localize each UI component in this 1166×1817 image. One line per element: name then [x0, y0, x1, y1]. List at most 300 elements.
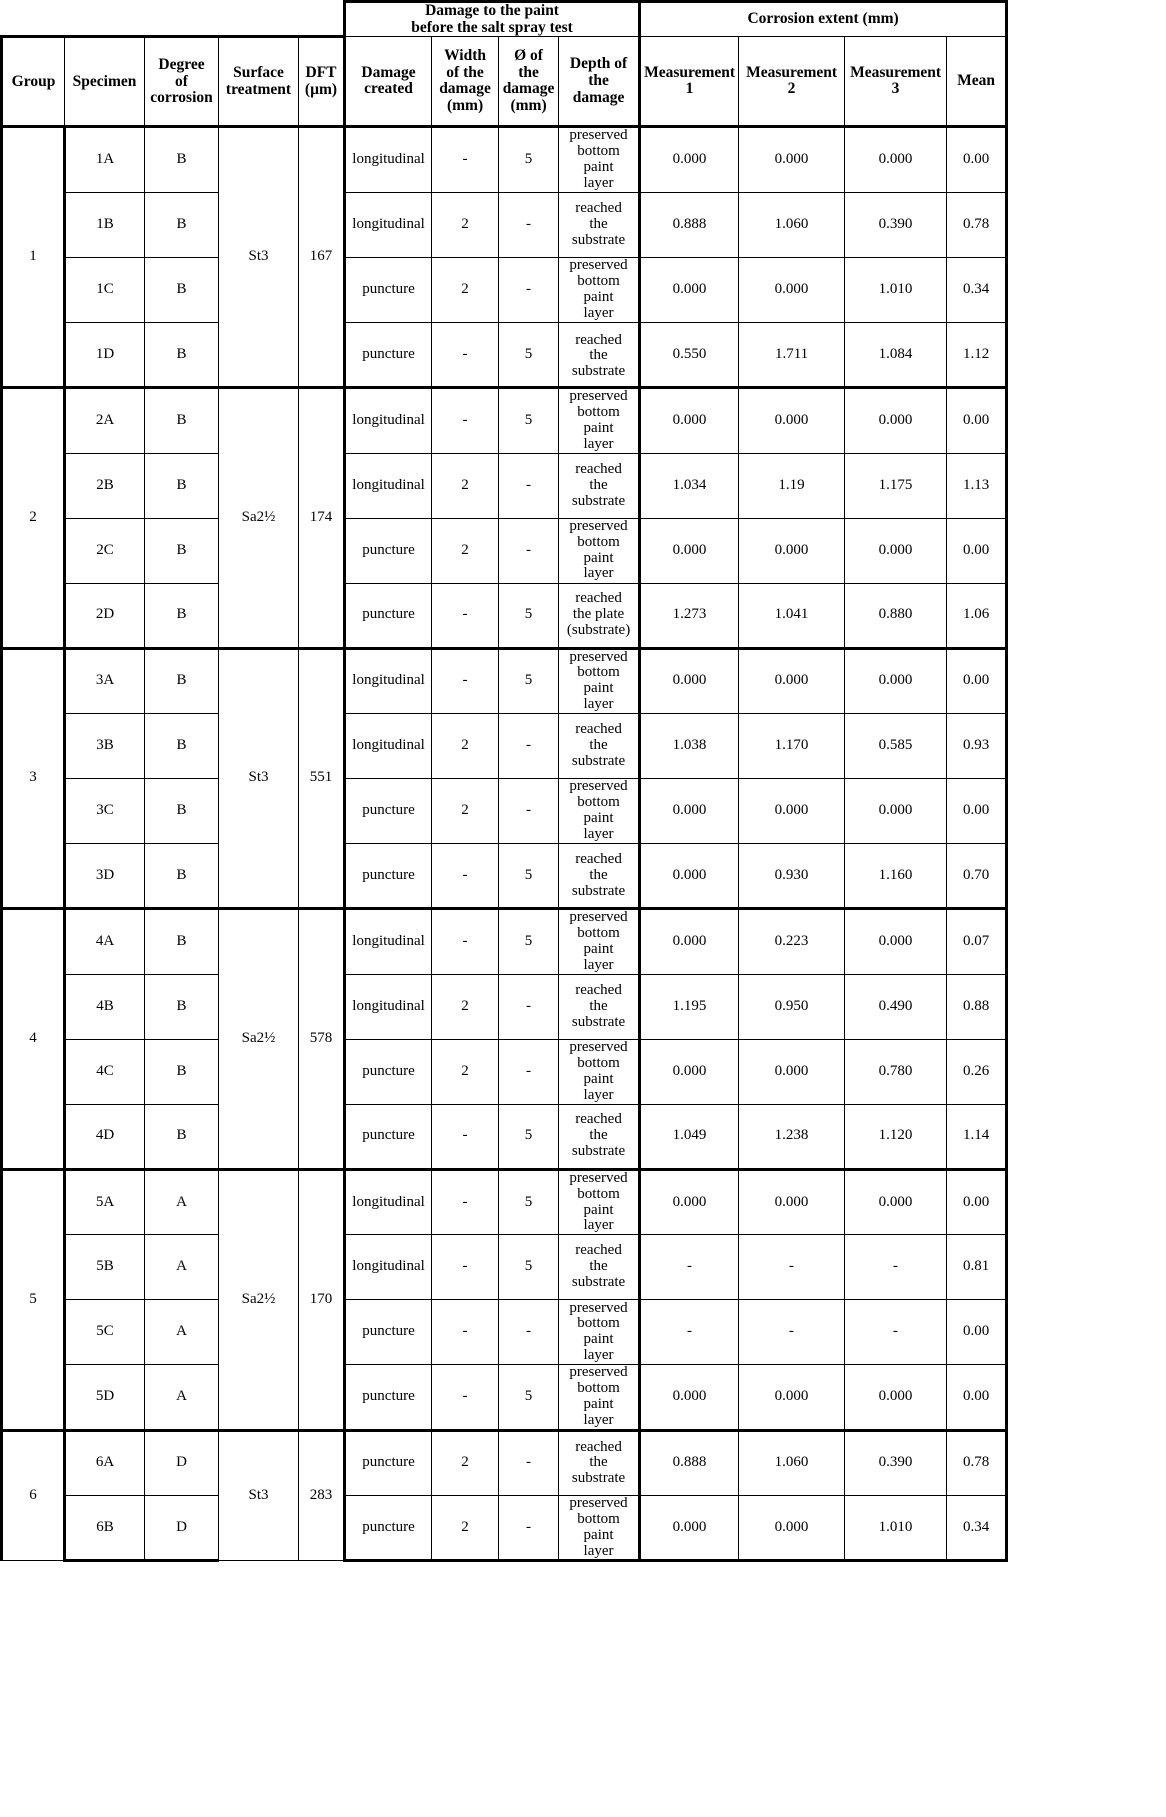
- depth-line: layer: [583, 1347, 614, 1364]
- cell-diameter-of-damage: -: [499, 1430, 559, 1495]
- cell-specimen: 2D: [65, 583, 145, 648]
- header-group: Group: [2, 37, 65, 127]
- depth-line: paint: [583, 1526, 614, 1543]
- cell-surface-treatment: St3: [219, 127, 299, 388]
- depth-line: preserved: [569, 648, 628, 665]
- cell-damage-created: puncture: [345, 779, 432, 844]
- cell-specimen: 5C: [65, 1300, 145, 1365]
- cell-diameter-of-damage: -: [499, 518, 559, 583]
- cell-depth-of-damage: [559, 1039, 640, 1104]
- cell-mean: 0.00: [947, 518, 1007, 583]
- cell-specimen: 3C: [65, 779, 145, 844]
- cell-mean: 1.12: [947, 323, 1007, 388]
- cell-measurement-1: 0.000: [640, 1169, 739, 1235]
- cell-width-of-damage: -: [432, 1104, 499, 1169]
- cell-mean: 0.93: [947, 714, 1007, 779]
- table-row: [2, 1495, 1007, 1561]
- cell-mean: 0.00: [947, 779, 1007, 844]
- damage-created-line2: created: [364, 80, 413, 98]
- cell-dft: 174: [299, 388, 345, 649]
- table-header: [2, 2, 1007, 127]
- cell-measurement-1: 0.000: [640, 1039, 739, 1104]
- cell-mean: 0.07: [947, 909, 1007, 975]
- header-measurement-3: [845, 37, 947, 127]
- depth-line: layer: [583, 956, 614, 973]
- cell-group: 3: [2, 648, 65, 909]
- depth-line: layer: [583, 175, 614, 192]
- cell-measurement-3: 0.000: [845, 1365, 947, 1431]
- width-line3: damage: [439, 80, 491, 98]
- m3-line1: Measurement: [850, 63, 942, 81]
- table-row: [2, 1169, 1007, 1235]
- depth-line: paint: [583, 810, 614, 827]
- cell-specimen: 1D: [65, 323, 145, 388]
- header-spacer: [2, 2, 345, 37]
- cell-depth-of-damage: [559, 844, 640, 909]
- depth-line: bottom: [577, 143, 620, 160]
- depth-line: paint: [583, 1331, 614, 1348]
- cell-diameter-of-damage: 5: [499, 583, 559, 648]
- cell-measurement-2: 0.000: [739, 648, 845, 714]
- depth-line: substrate: [571, 1470, 626, 1487]
- cell-specimen: 6A: [65, 1430, 145, 1495]
- cell-measurement-2: 0.000: [739, 1169, 845, 1235]
- degree-line3: corrosion: [150, 89, 213, 107]
- cell-degree-of-corrosion: B: [145, 127, 219, 193]
- depth-line: bottom: [577, 533, 620, 550]
- depth-line: paint: [583, 1201, 614, 1218]
- cell-width-of-damage: -: [432, 1235, 499, 1300]
- cell-degree-of-corrosion: B: [145, 1104, 219, 1169]
- depth-line: substrate: [571, 753, 626, 770]
- depth-line: preserved: [569, 257, 628, 274]
- depth-line: bottom: [577, 794, 620, 811]
- table-row: [2, 974, 1007, 1039]
- depth-line: preserved: [569, 1364, 628, 1381]
- cell-width-of-damage: -: [432, 1365, 499, 1431]
- cell-depth-of-damage: [559, 583, 640, 648]
- cell-degree-of-corrosion: A: [145, 1300, 219, 1365]
- cell-measurement-2: 0.000: [739, 1365, 845, 1431]
- width-line4: (mm): [446, 97, 484, 115]
- cell-damage-created: longitudinal: [345, 1169, 432, 1235]
- cell-diameter-of-damage: 5: [499, 388, 559, 454]
- depth-line: reached: [575, 590, 622, 607]
- depth-line: substrate: [571, 363, 626, 377]
- depth-line: the: [589, 866, 608, 883]
- cell-group: 5: [2, 1169, 65, 1430]
- cell-measurement-3: 0.390: [845, 193, 947, 258]
- cell-measurement-3: 0.000: [845, 1169, 947, 1235]
- cell-damage-created: puncture: [345, 1300, 432, 1365]
- cell-measurement-1: 0.888: [640, 193, 739, 258]
- cell-mean: 0.00: [947, 1300, 1007, 1365]
- cell-group: 6: [2, 1430, 65, 1561]
- cell-diameter-of-damage: -: [499, 193, 559, 258]
- cell-measurement-3: 1.120: [845, 1104, 947, 1169]
- cell-surface-treatment: Sa2½: [219, 388, 299, 649]
- cell-measurement-2: 0.000: [739, 518, 845, 583]
- depth-line: paint: [583, 1070, 614, 1087]
- cell-mean: 0.88: [947, 974, 1007, 1039]
- depth-line: layer: [583, 1411, 614, 1428]
- depth-line: reached: [575, 200, 622, 217]
- header-depth-of-damage: [559, 37, 640, 127]
- cell-diameter-of-damage: 5: [499, 127, 559, 193]
- cell-degree-of-corrosion: B: [145, 779, 219, 844]
- depth-line: substrate: [571, 1013, 626, 1030]
- diam-line2: the: [518, 63, 539, 81]
- cell-measurement-2: 0.000: [739, 127, 845, 193]
- damage-group-line1: Damage to the paint: [425, 2, 559, 19]
- depth-line: substrate: [571, 231, 626, 248]
- cell-measurement-1: 0.000: [640, 518, 739, 583]
- m2-line1: Measurement: [746, 63, 838, 81]
- cell-degree-of-corrosion: B: [145, 1039, 219, 1104]
- depth-line: paint: [583, 159, 614, 176]
- depth-line: layer: [583, 1542, 614, 1559]
- cell-width-of-damage: -: [432, 1300, 499, 1365]
- table-row: [2, 1235, 1007, 1300]
- cell-measurement-3: 0.000: [845, 127, 947, 193]
- cell-measurement-1: 1.049: [640, 1104, 739, 1169]
- width-line1: Width: [444, 47, 486, 64]
- depth-line: bottom: [577, 1380, 620, 1397]
- cell-measurement-2: 1.170: [739, 714, 845, 779]
- header-row-groups: [2, 2, 1007, 37]
- cell-mean: 1.06: [947, 583, 1007, 648]
- cell-measurement-1: -: [640, 1235, 739, 1300]
- depth-line: reached: [575, 460, 622, 477]
- depth-line: reached: [575, 721, 622, 738]
- cell-width-of-damage: -: [432, 648, 499, 714]
- m3-line2: 3: [891, 80, 900, 98]
- cell-width-of-damage: -: [432, 127, 499, 193]
- dft-line2: (µm): [304, 80, 338, 98]
- cell-diameter-of-damage: 5: [499, 323, 559, 388]
- depth-line: the: [589, 347, 608, 364]
- cell-degree-of-corrosion: B: [145, 974, 219, 1039]
- cell-damage-created: puncture: [345, 1104, 432, 1169]
- depth-line3: damage: [572, 88, 625, 106]
- cell-depth-of-damage: [559, 453, 640, 518]
- table-row: [2, 1300, 1007, 1365]
- cell-damage-created: longitudinal: [345, 974, 432, 1039]
- cell-depth-of-damage: [559, 388, 640, 454]
- cell-measurement-2: 1.238: [739, 1104, 845, 1169]
- depth-line: bottom: [577, 1510, 620, 1527]
- header-specimen: Specimen: [65, 37, 145, 127]
- cell-measurement-2: 1.711: [739, 323, 845, 388]
- depth-line: preserved: [569, 388, 628, 405]
- cell-specimen: 1B: [65, 193, 145, 258]
- cell-degree-of-corrosion: A: [145, 1235, 219, 1300]
- cell-measurement-1: 1.195: [640, 974, 739, 1039]
- depth-line: preserved: [569, 1169, 628, 1186]
- depth-line: paint: [583, 680, 614, 697]
- cell-damage-created: puncture: [345, 258, 432, 323]
- cell-mean: 0.70: [947, 844, 1007, 909]
- diam-line4: (mm): [510, 97, 547, 115]
- cell-specimen: 1A: [65, 127, 145, 193]
- cell-measurement-1: 0.000: [640, 258, 739, 323]
- cell-measurement-3: 1.010: [845, 258, 947, 323]
- cell-width-of-damage: 2: [432, 193, 499, 258]
- m1-line1: Measurement: [644, 63, 736, 81]
- table-row: [2, 388, 1007, 454]
- table-row: [2, 714, 1007, 779]
- cell-depth-of-damage: [559, 127, 640, 193]
- depth-line: reached: [575, 850, 622, 867]
- cell-depth-of-damage: [559, 323, 640, 388]
- cell-measurement-2: 0.930: [739, 844, 845, 909]
- cell-width-of-damage: -: [432, 583, 499, 648]
- cell-specimen: 5B: [65, 1235, 145, 1300]
- cell-degree-of-corrosion: B: [145, 648, 219, 714]
- depth-line: bottom: [577, 925, 620, 942]
- cell-damage-created: longitudinal: [345, 1235, 432, 1300]
- depth-line: layer: [583, 696, 614, 713]
- depth-line: preserved: [569, 127, 628, 144]
- depth-line: preserved: [569, 1495, 628, 1511]
- cell-damage-created: puncture: [345, 583, 432, 648]
- cell-measurement-1: 1.273: [640, 583, 739, 648]
- cell-diameter-of-damage: 5: [499, 909, 559, 975]
- cell-measurement-2: 0.950: [739, 974, 845, 1039]
- depth-line: paint: [583, 419, 614, 436]
- cell-degree-of-corrosion: B: [145, 714, 219, 779]
- depth-line: substrate: [571, 1143, 626, 1160]
- cell-depth-of-damage: [559, 648, 640, 714]
- cell-depth-of-damage: [559, 258, 640, 323]
- cell-width-of-damage: -: [432, 909, 499, 975]
- width-line2: of the: [446, 63, 484, 81]
- cell-damage-created: puncture: [345, 844, 432, 909]
- cell-specimen: 2A: [65, 388, 145, 454]
- cell-dft: 170: [299, 1169, 345, 1430]
- cell-diameter-of-damage: -: [499, 1300, 559, 1365]
- cell-depth-of-damage: [559, 1169, 640, 1235]
- cell-depth-of-damage: [559, 1430, 640, 1495]
- cell-measurement-2: 0.000: [739, 1039, 845, 1104]
- table-row: [2, 323, 1007, 388]
- header-width-of-damage: [432, 37, 499, 127]
- cell-mean: 0.00: [947, 1365, 1007, 1431]
- depth-line: preserved: [569, 1299, 628, 1316]
- cell-degree-of-corrosion: D: [145, 1495, 219, 1561]
- cell-measurement-3: 0.000: [845, 779, 947, 844]
- depth-line: bottom: [577, 1185, 620, 1202]
- cell-damage-created: longitudinal: [345, 714, 432, 779]
- cell-width-of-damage: 2: [432, 1039, 499, 1104]
- cell-specimen: 2C: [65, 518, 145, 583]
- cell-measurement-1: 0.000: [640, 1365, 739, 1431]
- cell-measurement-2: 1.041: [739, 583, 845, 648]
- cell-width-of-damage: 2: [432, 258, 499, 323]
- depth-line: the: [589, 997, 608, 1014]
- cell-degree-of-corrosion: D: [145, 1430, 219, 1495]
- cell-degree-of-corrosion: B: [145, 518, 219, 583]
- cell-measurement-1: 0.550: [640, 323, 739, 388]
- cell-measurement-2: 0.000: [739, 1495, 845, 1561]
- cell-degree-of-corrosion: B: [145, 583, 219, 648]
- cell-measurement-2: 0.000: [739, 388, 845, 454]
- cell-diameter-of-damage: 5: [499, 1235, 559, 1300]
- cell-damage-created: longitudinal: [345, 127, 432, 193]
- table-row: [2, 127, 1007, 193]
- depth-line2: the: [588, 72, 609, 90]
- depth-line: reached: [575, 1438, 622, 1455]
- cell-measurement-3: 1.010: [845, 1495, 947, 1561]
- table-row: [2, 1365, 1007, 1431]
- cell-measurement-2: 1.060: [739, 1430, 845, 1495]
- cell-mean: 0.81: [947, 1235, 1007, 1300]
- cell-degree-of-corrosion: B: [145, 193, 219, 258]
- cell-depth-of-damage: [559, 1104, 640, 1169]
- depth-line: bottom: [577, 1315, 620, 1332]
- cell-measurement-1: 0.000: [640, 1495, 739, 1561]
- surface-line2: treatment: [225, 80, 292, 98]
- cell-degree-of-corrosion: B: [145, 844, 219, 909]
- cell-width-of-damage: 2: [432, 1430, 499, 1495]
- cell-depth-of-damage: [559, 1235, 640, 1300]
- cell-specimen: 4B: [65, 974, 145, 1039]
- table-row: [2, 453, 1007, 518]
- cell-measurement-3: 1.175: [845, 453, 947, 518]
- table-row: [2, 258, 1007, 323]
- depth-line: paint: [583, 549, 614, 566]
- cell-damage-created: longitudinal: [345, 193, 432, 258]
- cell-degree-of-corrosion: B: [145, 388, 219, 454]
- cell-measurement-3: 1.160: [845, 844, 947, 909]
- cell-depth-of-damage: [559, 909, 640, 975]
- cell-specimen: 4C: [65, 1039, 145, 1104]
- cell-mean: 0.78: [947, 1430, 1007, 1495]
- depth-line: layer: [583, 304, 614, 321]
- cell-diameter-of-damage: -: [499, 779, 559, 844]
- cell-measurement-3: 0.000: [845, 388, 947, 454]
- cell-diameter-of-damage: 5: [499, 1104, 559, 1169]
- cell-damage-created: puncture: [345, 1365, 432, 1431]
- cell-measurement-3: 0.585: [845, 714, 947, 779]
- cell-damage-created: puncture: [345, 518, 432, 583]
- depth-line: paint: [583, 1396, 614, 1413]
- cell-depth-of-damage: [559, 714, 640, 779]
- cell-degree-of-corrosion: A: [145, 1169, 219, 1235]
- depth-line: layer: [583, 1086, 614, 1103]
- cell-diameter-of-damage: 5: [499, 1365, 559, 1431]
- cell-depth-of-damage: [559, 1300, 640, 1365]
- cell-specimen: 3D: [65, 844, 145, 909]
- cell-damage-created: puncture: [345, 1430, 432, 1495]
- cell-measurement-1: 1.038: [640, 714, 739, 779]
- depth-line: layer: [583, 1217, 614, 1234]
- depth-line: the: [589, 216, 608, 233]
- cell-group: 1: [2, 127, 65, 388]
- cell-specimen: 5D: [65, 1365, 145, 1431]
- cell-depth-of-damage: [559, 974, 640, 1039]
- cell-degree-of-corrosion: A: [145, 1365, 219, 1431]
- damage-created-line1: Damage: [361, 63, 416, 81]
- cell-diameter-of-damage: -: [499, 258, 559, 323]
- cell-mean: 0.26: [947, 1039, 1007, 1104]
- depth-line: reached: [575, 332, 622, 348]
- cell-measurement-3: 0.490: [845, 974, 947, 1039]
- cell-width-of-damage: -: [432, 323, 499, 388]
- table-row: [2, 518, 1007, 583]
- depth-line: the: [589, 476, 608, 493]
- table-row: [2, 844, 1007, 909]
- depth-line: layer: [583, 565, 614, 582]
- cell-width-of-damage: 2: [432, 518, 499, 583]
- cell-measurement-2: 0.000: [739, 779, 845, 844]
- depth-line: preserved: [569, 1039, 628, 1055]
- table-row: [2, 909, 1007, 975]
- cell-measurement-3: -: [845, 1235, 947, 1300]
- depth-line1: Depth of: [569, 55, 628, 73]
- depth-line: paint: [583, 940, 614, 957]
- corrosion-group-label: Corrosion extent (mm): [747, 10, 899, 28]
- depth-line: reached: [575, 981, 622, 998]
- cell-degree-of-corrosion: B: [145, 323, 219, 388]
- cell-diameter-of-damage: -: [499, 1039, 559, 1104]
- table-body: [2, 127, 1007, 1561]
- cell-measurement-2: -: [739, 1235, 845, 1300]
- depth-line: bottom: [577, 664, 620, 681]
- depth-line: preserved: [569, 778, 628, 795]
- depth-line: reached: [575, 1242, 622, 1259]
- cell-mean: 0.00: [947, 1169, 1007, 1235]
- cell-width-of-damage: 2: [432, 1495, 499, 1561]
- cell-width-of-damage: -: [432, 388, 499, 454]
- cell-specimen: 3B: [65, 714, 145, 779]
- cell-measurement-3: 1.084: [845, 323, 947, 388]
- table-row: [2, 1104, 1007, 1169]
- cell-damage-created: longitudinal: [345, 453, 432, 518]
- depth-line: the: [589, 1258, 608, 1275]
- header-corrosion-group: [640, 2, 1007, 37]
- depth-line: (substrate): [566, 622, 631, 639]
- depth-line: the: [589, 1454, 608, 1471]
- cell-diameter-of-damage: -: [499, 1495, 559, 1561]
- cell-diameter-of-damage: -: [499, 453, 559, 518]
- cell-measurement-1: 0.000: [640, 648, 739, 714]
- cell-width-of-damage: 2: [432, 974, 499, 1039]
- cell-measurement-2: 0.000: [739, 258, 845, 323]
- cell-mean: 0.00: [947, 648, 1007, 714]
- depth-line: layer: [583, 435, 614, 452]
- cell-specimen: 4A: [65, 909, 145, 975]
- header-measurement-2: [739, 37, 845, 127]
- surface-line1: Surface: [233, 64, 284, 82]
- cell-measurement-3: -: [845, 1300, 947, 1365]
- cell-diameter-of-damage: 5: [499, 1169, 559, 1235]
- cell-mean: 0.34: [947, 1495, 1007, 1561]
- cell-measurement-3: 0.780: [845, 1039, 947, 1104]
- cell-dft: 283: [299, 1430, 345, 1561]
- cell-measurement-1: 0.000: [640, 844, 739, 909]
- cell-measurement-2: 1.060: [739, 193, 845, 258]
- table-row: [2, 583, 1007, 648]
- header-degree-of-corrosion: [145, 37, 219, 127]
- cell-measurement-3: 0.880: [845, 583, 947, 648]
- cell-dft: 578: [299, 909, 345, 1170]
- cell-depth-of-damage: [559, 779, 640, 844]
- depth-line: layer: [583, 826, 614, 843]
- m2-line2: 2: [787, 80, 796, 98]
- cell-damage-created: puncture: [345, 323, 432, 388]
- header-diameter-of-damage: [499, 37, 559, 127]
